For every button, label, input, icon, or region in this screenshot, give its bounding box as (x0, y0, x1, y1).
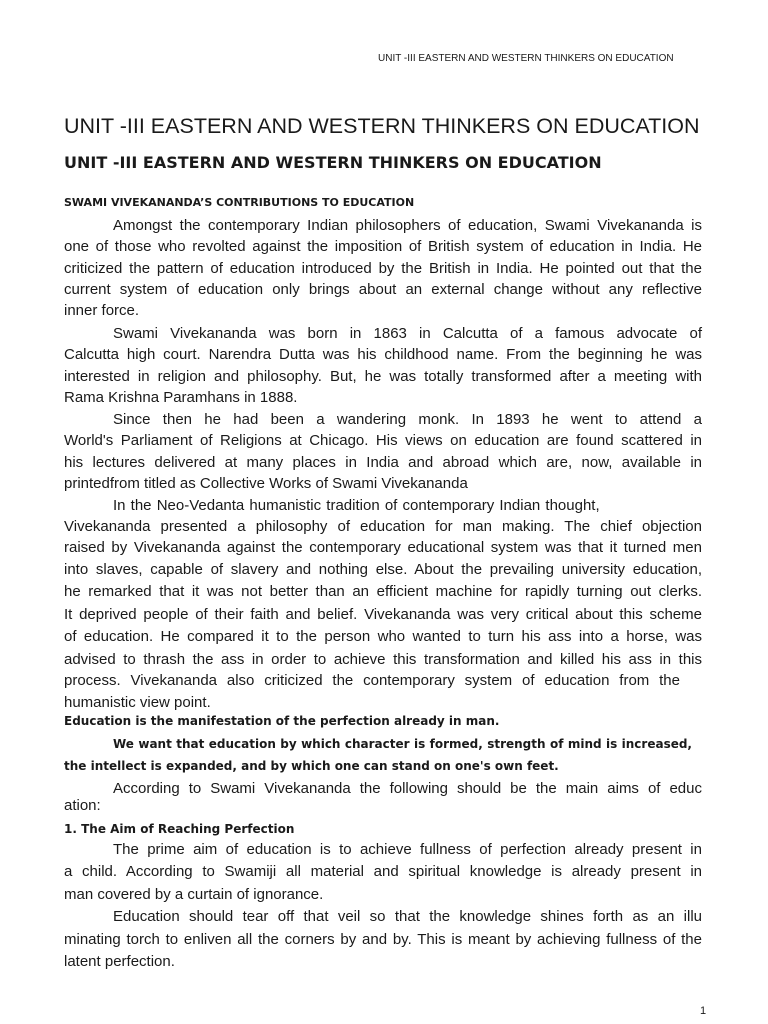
body-line: It deprived people of their faith and belief. Vivekananda was very critical about this scheme (64, 606, 702, 623)
running-header: UNIT -III EASTERN AND WESTERN THINKERS ON EDUCATION (378, 53, 674, 64)
body-line: printedfrom titled as Collective Works of Swami Vivekananda (64, 475, 468, 492)
quote-line: the intellect is expanded, and by which one can stand on one's own feet. (64, 759, 559, 773)
body-line: interested in religion and philosophy. But, he was totally transformed after a meeting with (64, 368, 702, 385)
body-line: a child. According to Swamiji all material and spiritual knowledge is already present in (64, 863, 702, 880)
body-line: raised by Vivekananda against the contemporary educational system was that it turned men (64, 539, 702, 556)
body-line: Rama Krishna Paramhans in 1888. (64, 389, 298, 406)
body-line: Amongst the contemporary Indian philosophers of education, Swami Vivekananda is (113, 217, 702, 234)
body-line: In the Neo-Vedanta humanistic tradition of contemporary Indian thought, (113, 497, 600, 514)
aim-heading: 1. The Aim of Reaching Perfection (64, 822, 295, 836)
page-subtitle: UNIT -III EASTERN AND WESTERN THINKERS ON EDUCATION (64, 153, 602, 172)
body-line: his lectures delivered at many places in India and abroad which are, now, available in (64, 454, 702, 471)
body-line: minating torch to enliven all the corners by and by. This is meant by achieving fullness of the (64, 931, 702, 948)
body-line: humanistic view point. (64, 694, 211, 711)
body-line: Education should tear off that veil so that the knowledge shines forth as an illu (113, 908, 702, 925)
quote-line: We want that education by which character is formed, strength of mind is increased, (113, 737, 692, 751)
page-title: UNIT -III EASTERN AND WESTERN THINKERS ON EDUCATION (64, 114, 700, 138)
section-heading: SWAMI VIVEKANANDA’S CONTRIBUTIONS TO EDUCATION (64, 196, 415, 209)
body-line: Calcutta high court. Narendra Dutta was his childhood name. From the beginning he was (64, 346, 702, 363)
page-number: 1 (700, 1005, 707, 1017)
body-line: The prime aim of education is to achieve fullness of perfection already present in (113, 841, 702, 858)
body-line: According to Swami Vivekananda the following should be the main aims of educ (113, 780, 702, 797)
quote-line: Education is the manifestation of the perfection already in man. (64, 714, 500, 728)
body-line: Since then he had been a wandering monk. In 1893 he went to attend a (113, 411, 702, 428)
body-line: he remarked that it was not better than an efficient machine for rapidly turning out clerks. (64, 583, 702, 600)
body-line: into slaves, capable of slavery and nothing else. About the prevailing university education, (64, 561, 702, 578)
body-line: man covered by a curtain of ignorance. (64, 886, 324, 903)
body-line: ation: (64, 797, 101, 814)
body-line: inner force. (64, 302, 140, 319)
body-line: Vivekananda presented a philosophy of education for man making. The chief objection (64, 518, 702, 535)
body-line: Swami Vivekananda was born in 1863 in Calcutta of a famous advocate of (113, 325, 702, 342)
body-line: criticized the pattern of education introduced by the British in India. He pointed out that the (64, 260, 702, 277)
body-line: advised to thrash the ass in order to achieve this transformation and killed his ass in this (64, 651, 702, 668)
body-line: latent perfection. (64, 953, 175, 970)
body-line: one of those who revolted against the imposition of British system of education in India. He (64, 238, 702, 255)
body-line: process. Vivekananda also criticized the contemporary system of education from the (64, 672, 680, 689)
body-line: of education. He compared it to the person who wanted to turn his ass into a horse, was (64, 628, 702, 645)
body-line: current system of education only brings about an external change without any reflective (64, 281, 702, 298)
body-line: World's Parliament of Religions at Chicago. His views on education are found scattered in (64, 432, 702, 449)
